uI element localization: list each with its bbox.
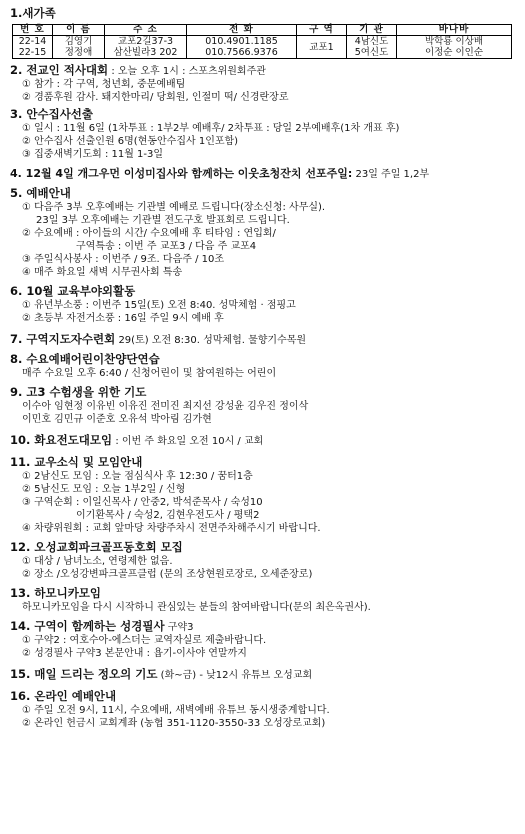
cell-number: 22-15 — [13, 47, 53, 59]
col-header-barnabas: 바나바 — [397, 25, 512, 36]
list-item: ① 참가 : 각 구역, 청년회, 중문예배팀 — [22, 79, 186, 90]
cell-barnabas: 이정순 이인순 — [397, 47, 512, 59]
section-noon-prayer — [10, 667, 517, 682]
table-row — [13, 36, 512, 48]
section-title-neighbor-invitation: 4. 12월 4일 개그우먼 이성미집사와 함께하는 이웃초청잔치 선포주일: — [10, 167, 353, 180]
noon-prayer-detail: (화~금) - 낮12시 유튜브 오성교회 — [160, 670, 313, 681]
list-item: ③ 주일식사봉사 : 이번주 / 9조. 다음주 / 10조 — [22, 254, 225, 265]
list-item: ② 수요예배 : 아이들의 시간/ 수요예배 후 티타임 : 연입회/ — [22, 228, 276, 239]
list-item: ④ 차량위원회 : 교회 앞마당 차량주차시 전면주차해주시기 바랍니다. — [22, 523, 321, 534]
list-item: ① 주일 오전 9시, 11시, 수요예배, 새벽예배 유튜브 동시생중계합니다. — [22, 705, 330, 716]
list-item: ② 5남신도 모임 : 오늘 1부2일 / 신형 — [22, 484, 186, 495]
list-item: ② 성경필사 구약3 본문안내 : 욥기-이사야 연말까지 — [22, 648, 247, 659]
cell-phone: 010.4901.1185 — [187, 36, 297, 48]
section-title-harmonica-meeting: 13. 하모니카모임 — [10, 586, 102, 600]
table-row — [13, 47, 512, 59]
section-title-new-family: 1.새가족 — [10, 6, 56, 20]
section-title-evangelism-meeting: 10. 화요전도대모임 — [10, 433, 113, 447]
table-header-row — [13, 25, 512, 36]
section-leader-retreat — [10, 332, 517, 347]
cell-number: 22-14 — [13, 36, 53, 48]
list-item: ① 대상 / 남녀노소, 연령제한 없음. — [22, 556, 173, 567]
harmonica-meeting-detail: 하모니카모임을 다시 시작하니 관심있는 분들의 참여바랍니다(문의 최은옥권사). — [22, 602, 371, 613]
sports-day-detail: : 오늘 오후 1시 : 스포츠위원회주관 — [111, 66, 266, 77]
cell-name: 김영기 — [53, 36, 105, 48]
list-item-continuation: 이기환목사 / 숙성2, 김현우전도사 / 평택2 — [76, 510, 260, 521]
list-item: ② 안수집사 선출인원 6명(현동안수집사 1인포함) — [22, 136, 239, 147]
list-item: ① 다음주 3부 오후예배는 기관별 예배로 드립니다(장소신청: 사무실). — [22, 202, 326, 213]
list-item: ④ 매주 화요일 새벽 시무권사회 특송 — [22, 267, 183, 278]
section-title-noon-prayer: 15. 매일 드리는 정오의 기도 — [10, 667, 158, 681]
cell-organization: 4남신도 — [347, 36, 397, 48]
children-choir-detail: 매주 수요일 오후 6:40 / 신청어린이 및 참여원하는 어린이 — [22, 368, 277, 379]
cell-address: 교포2길37-3 — [105, 36, 187, 48]
list-item: ③ 구역순회 : 이일신목사 / 안중2, 박석준목사 / 숙성10 — [22, 497, 263, 508]
section-church-sports — [10, 63, 517, 78]
list-item: ② 온라인 헌금시 교회계좌 (농협 351-1120-3550-33 오성장로교회) — [22, 718, 326, 729]
list-item: ② 장소 /오성강변파크골프클럽 (문의 조상현원로장로, 오세준장로) — [22, 569, 313, 580]
list-item: ③ 집중새벽기도회 : 11월 1-3일 — [22, 149, 164, 160]
cell-district: 교포1 — [297, 36, 347, 59]
section-neighbor-invitation — [10, 166, 517, 181]
list-item: ① 구약2 : 여호수아-에스더는 교역자실로 제출바랍니다. — [22, 635, 267, 646]
section-title-worship-info: 5. 예배안내 — [10, 186, 71, 200]
col-header-district: 구 역 — [297, 25, 347, 36]
col-header-address: 주 소 — [105, 25, 187, 36]
list-item: ② 초등부 자전거소풍 : 16일 주일 9시 예배 후 — [22, 313, 224, 324]
section-title-sports-day: 2. 전교인 적사대회 — [10, 63, 109, 77]
cell-organization: 5여신도 — [347, 47, 397, 59]
section-title-park-golf-club: 12. 오성교회파크골프동호회 모집 — [10, 540, 183, 554]
col-header-name: 이 름 — [53, 25, 105, 36]
bible-transcription-extra: 구약3 — [167, 622, 194, 633]
new-family-table — [12, 24, 512, 59]
section-title-exam-prayer: 9. 고3 수험생을 위한 기도 — [10, 385, 147, 399]
cell-phone: 010.7566.9376 — [187, 47, 297, 59]
cell-name: 정정애 — [53, 47, 105, 59]
evangelism-meeting-detail: : 이번 주 화요일 오전 10시 / 교회 — [115, 436, 264, 447]
list-item: ① 유년부소풍 : 이번주 15일(토) 오전 8:40. 성막체험 · 점핑고 — [22, 300, 296, 311]
list-item-continuation: 23일 3부 오후예배는 기관별 전도구호 발표회로 드립니다. — [36, 215, 290, 226]
cell-barnabas: 박학룡 이상배 — [397, 36, 512, 48]
list-item: ② 경품후원 감사. 돼지한마리/ 당회원, 인절미 떡/ 신경란장로 — [22, 92, 289, 103]
student-names-line: 이민호 김민규 이준호 오유석 박아림 김가현 — [22, 414, 212, 425]
section-title-bible-transcription: 14. 구역이 함께하는 성경필사 — [10, 619, 165, 633]
section-title-leader-retreat: 7. 구역지도자수련회 — [10, 332, 116, 346]
col-header-number: 번 호 — [13, 25, 53, 36]
col-header-phone: 전 화 — [187, 25, 297, 36]
leader-retreat-detail: 29(토) 오전 8:30. 성막체험. 물향기수목원 — [118, 335, 307, 346]
cell-address: 삼산빌라3 202 — [105, 47, 187, 59]
section-title-education-outing: 6. 10월 교육부야외활동 — [10, 284, 136, 298]
list-item: ① 2남신도 모임 : 오늘 점심식사 후 12:30 / 꿈터1층 — [22, 471, 253, 482]
list-item-continuation: 구역특송 : 이번 주 교포3 / 다음 주 교포4 — [76, 241, 257, 252]
section-title-online-worship: 16. 온라인 예배안내 — [10, 689, 117, 703]
col-header-organization: 기 관 — [347, 25, 397, 36]
student-names-line: 이수아 임현정 이유빈 이유진 전미진 최지선 강성윤 김우진 정이삭 — [22, 401, 309, 412]
list-item: ① 일시 : 11월 6일 (1차투표 : 1부2부 예배후/ 2차투표 : 당일 2부예배후(1차 개표 후) — [22, 123, 400, 134]
section-evangelism-meeting — [10, 433, 517, 448]
section-title-member-news: 11. 교우소식 및 모임안내 — [10, 455, 143, 469]
section-title-deacon-election: 3. 안수집사선출 — [10, 107, 94, 121]
neighbor-invitation-detail: 23일 주일 1,2부 — [355, 169, 430, 180]
section-title-children-choir: 8. 수요예배어린이찬양단연습 — [10, 352, 160, 366]
section-bible-transcription — [10, 619, 517, 634]
